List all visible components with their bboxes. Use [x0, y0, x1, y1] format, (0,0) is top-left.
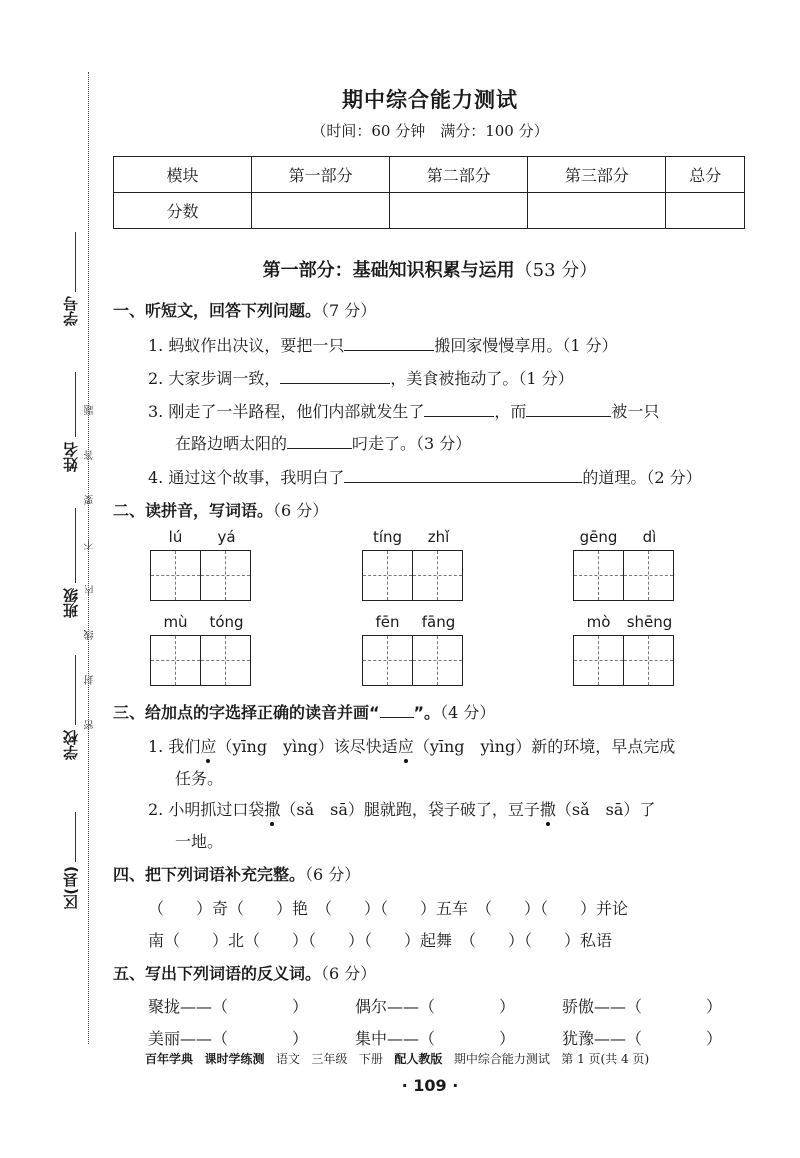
page-subtitle: （时间：60 分钟 满分：100 分） — [311, 122, 549, 140]
sec1-question3-line2: 在路边晒太阳的 叼走了。（3 分） — [175, 434, 472, 453]
footer-series: 课时学练测 — [204, 1052, 265, 1066]
writing-grid[interactable] — [150, 550, 251, 601]
dotted-character: 撒 — [540, 797, 556, 820]
pinyin-group — [150, 528, 260, 601]
pinyin-syllable: gēng — [579, 528, 618, 546]
page-footer — [145, 1050, 649, 1067]
footer-test: 期中综合能力测试 — [453, 1052, 550, 1066]
part1-title: 第一部分：基础知识积累与运用（53 分） — [262, 260, 598, 281]
school-label: 学校 — [62, 730, 80, 760]
sec1-question1: 1. 蚂蚁作出决议，要把一只 搬回家慢慢享用。（1 分） — [148, 336, 618, 355]
tianzige-box[interactable] — [200, 551, 250, 600]
antonym-item[interactable]: 骄傲——（ ） — [562, 997, 723, 1016]
writing-grid[interactable] — [362, 635, 463, 686]
district-line[interactable] — [75, 812, 76, 862]
sec3-question2-line2: 一地。 — [175, 832, 224, 851]
tianzige-box[interactable] — [623, 551, 673, 600]
pinyin-syllable: lú — [168, 528, 183, 546]
score-header-cell: 总分 — [666, 157, 745, 193]
footer-page: 第 1 页(共 4 页) — [561, 1052, 650, 1066]
answer-blank[interactable] — [287, 433, 352, 449]
sec1-question4: 4. 通过这个故事，我明白了 的道理。（2 分） — [148, 468, 702, 487]
writing-grid[interactable] — [573, 550, 674, 601]
page-number: · 109 · — [401, 1076, 459, 1095]
score-header-cell: 模块 — [114, 157, 252, 193]
pinyin-group — [573, 528, 683, 601]
antonym-item[interactable]: 偶尔——（ ） — [355, 997, 516, 1016]
antonym-item[interactable]: 聚拢——（ ） — [148, 997, 309, 1016]
score-table — [113, 156, 745, 229]
answer-blank[interactable] — [280, 368, 390, 384]
school-line[interactable] — [75, 655, 76, 725]
seal-char: 答 — [85, 450, 96, 460]
student-id-label: 学号 — [62, 296, 80, 326]
seal-char: 题 — [85, 405, 96, 415]
name-line[interactable] — [75, 372, 76, 437]
pinyin-syllable: fēn — [375, 613, 400, 631]
pinyin-syllable: tóng — [209, 613, 244, 631]
tianzige-box[interactable] — [574, 551, 623, 600]
section2-title: 二、读拼音，写词语。（6 分） — [113, 501, 329, 520]
tianzige-box[interactable] — [200, 636, 250, 685]
pinyin-syllable: mò — [586, 613, 611, 631]
pinyin-syllable: tíng — [372, 528, 403, 546]
tianzige-box[interactable] — [574, 636, 623, 685]
district-label: 区(县) — [62, 866, 80, 910]
antonym-item[interactable]: 犹豫——（ ） — [562, 1029, 723, 1048]
footer-volume: 下册 — [358, 1052, 383, 1066]
idiom-row[interactable]: （ ）奇（ ）艳 （ ）（ ）五车 （ ）（ ）并论 — [148, 899, 629, 918]
dotted-character: 应 — [200, 734, 216, 757]
seal-char: 线 — [85, 630, 96, 640]
underline-sample — [380, 702, 414, 718]
tianzige-box[interactable] — [151, 551, 200, 600]
score-row-label: 分数 — [114, 193, 252, 229]
section4-title: 四、把下列词语补充完整。（6 分） — [113, 865, 361, 884]
seal-char: 不 — [85, 540, 96, 550]
tianzige-box[interactable] — [151, 636, 200, 685]
pinyin-group — [150, 613, 260, 686]
section5-title: 五、写出下列词语的反义词。（6 分） — [113, 964, 377, 983]
answer-blank[interactable] — [344, 335, 434, 351]
score-cell[interactable] — [390, 193, 528, 229]
footer-grade: 三年级 — [311, 1052, 348, 1066]
pinyin-group — [362, 528, 472, 601]
pinyin-syllable: shēng — [626, 613, 673, 631]
pinyin-syllable: yá — [217, 528, 236, 546]
pinyin-group — [362, 613, 472, 686]
part1-points: （53 分） — [514, 260, 598, 281]
pinyin-syllable: zhǐ — [427, 528, 450, 546]
answer-blank[interactable] — [344, 467, 582, 483]
class-line[interactable] — [75, 508, 76, 583]
pinyin-syllable: mù — [163, 613, 188, 631]
antonym-item[interactable]: 美丽——（ ） — [148, 1029, 309, 1048]
footer-brand: 百年学典 — [145, 1052, 194, 1066]
sec1-question3: 3. 刚走了一半路程，他们内部就发生了 ，而 被一只 — [148, 402, 660, 421]
score-header-cell: 第一部分 — [252, 157, 390, 193]
section3-title: 三、给加点的字选择正确的读音并画“ ”。（4 分） — [113, 703, 496, 722]
name-label: 姓名 — [62, 442, 80, 472]
tianzige-box[interactable] — [363, 636, 412, 685]
seal-char: 内 — [85, 585, 96, 595]
class-label: 班级 — [62, 588, 80, 618]
sec3-question2: 2. 小明抓过口袋撒（sǎ sā）腿就跑，袋子破了，豆子撒（sǎ sā）了 — [148, 797, 655, 820]
tianzige-box[interactable] — [623, 636, 673, 685]
writing-grid[interactable] — [573, 635, 674, 686]
score-cell[interactable] — [666, 193, 745, 229]
pinyin-syllable: fāng — [421, 613, 456, 631]
score-header-cell: 第二部分 — [390, 157, 528, 193]
sec1-question2: 2. 大家步调一致， ，美食被拖动了。（1 分） — [148, 369, 574, 388]
pinyin-syllable: dì — [642, 528, 657, 546]
score-header-cell: 第三部分 — [528, 157, 666, 193]
score-table-header-row — [114, 157, 745, 193]
pinyin-group — [573, 613, 683, 686]
tianzige-box[interactable] — [412, 551, 462, 600]
tianzige-box[interactable] — [412, 636, 462, 685]
score-table-score-row — [114, 193, 745, 229]
answer-blank[interactable] — [424, 401, 494, 417]
answer-blank[interactable] — [526, 401, 611, 417]
tianzige-box[interactable] — [363, 551, 412, 600]
seal-char: 要 — [85, 495, 96, 505]
footer-edition: 配人教版 — [394, 1052, 443, 1066]
footer-subject: 语文 — [275, 1052, 300, 1066]
antonym-item[interactable]: 集中——（ ） — [355, 1029, 516, 1048]
dotted-character: 应 — [398, 734, 414, 757]
dotted-character: 撒 — [264, 797, 280, 820]
sec3-question1: 1. 我们应（yīng yìng）该尽快适应（yīng yìng）新的环境，早点完成 — [148, 734, 675, 757]
writing-grid[interactable] — [150, 635, 251, 686]
seal-char: 密 — [85, 720, 96, 730]
score-cell[interactable] — [528, 193, 666, 229]
section1-title: 一、听短文，回答下列问题。（7 分） — [113, 301, 377, 320]
sec3-question1-line2: 任务。 — [175, 769, 224, 788]
page-title: 期中综合能力测试 — [342, 88, 518, 112]
seal-char: 封 — [85, 675, 96, 685]
score-cell[interactable] — [252, 193, 390, 229]
binding-dotted-line — [88, 72, 89, 1044]
writing-grid[interactable] — [362, 550, 463, 601]
idiom-row[interactable]: 南（ ）北（ ）（ ）（ ）起舞 （ ）（ ）私语 — [148, 931, 613, 950]
